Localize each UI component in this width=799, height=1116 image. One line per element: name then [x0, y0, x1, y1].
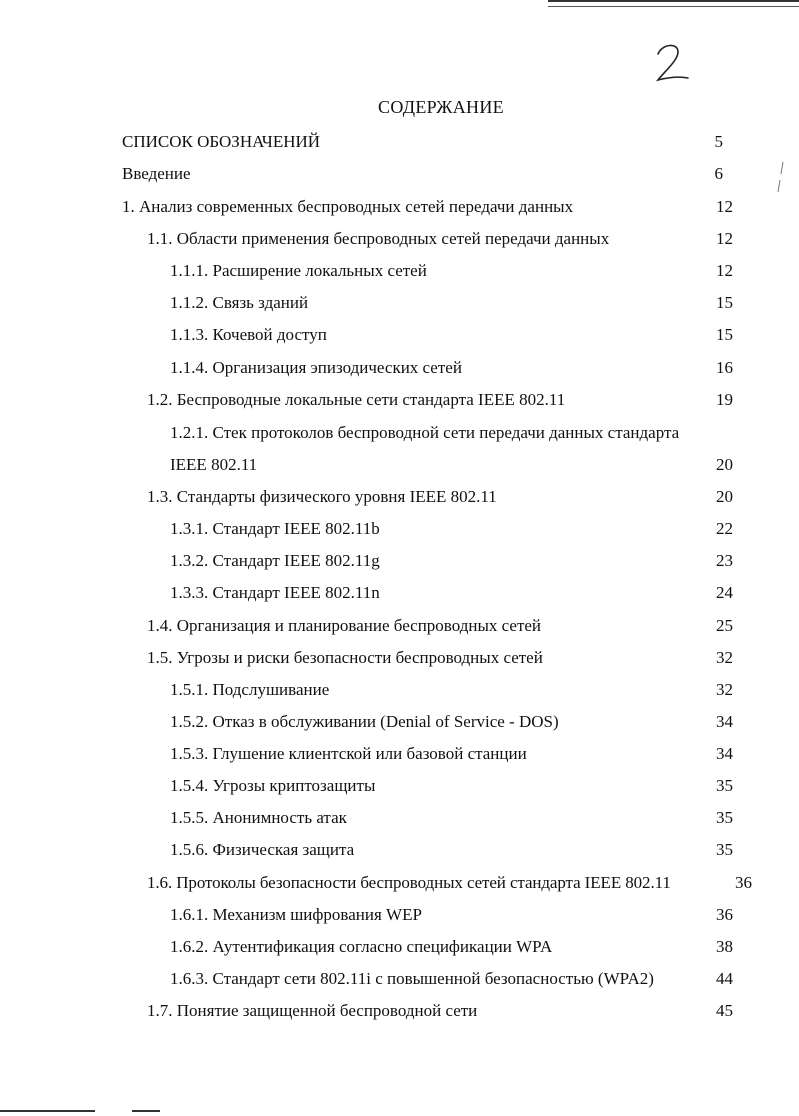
toc-page: 35	[716, 840, 733, 859]
toc-label: Введение	[122, 164, 191, 183]
toc-page: 25	[716, 616, 733, 635]
toc-page: 15	[716, 325, 733, 344]
toc-page: 38	[716, 937, 733, 956]
toc-page: 34	[716, 744, 733, 763]
toc-label: 1.5.6. Физическая защита	[170, 840, 355, 859]
toc-label: 1.1.2. Связь зданий	[170, 293, 309, 312]
toc-label: 1.5. Угрозы и риски безопасности беспроводных сетей	[147, 648, 543, 667]
toc-label: 1.1.4. Организация эпизодических сетей	[170, 358, 462, 377]
toc-page: 12	[716, 197, 733, 216]
toc-label: 1.7. Понятие защищенной беспроводной сети	[147, 1001, 478, 1020]
toc-label: 1.6.3. Стандарт сети 802.11i с повышенной безопасностью (WPA2)	[170, 969, 654, 988]
toc-page: 32	[716, 648, 733, 667]
toc-label: 1.1. Области применения беспроводных сетей передачи данных	[147, 229, 610, 248]
toc-label: 1.5.5. Анонимность атак	[170, 808, 347, 827]
toc-page: 32	[716, 680, 733, 699]
toc-label: 1.4. Организация и планирование беспроводных сетей	[147, 616, 542, 635]
toc-page: 36	[735, 873, 752, 892]
toc-page: 24	[716, 583, 733, 602]
toc-page: 23	[716, 551, 733, 570]
toc-label: 1.5.1. Подслушивание	[170, 680, 330, 699]
toc-page: 12	[716, 229, 733, 248]
toc-page: 6	[714, 164, 723, 183]
toc-page: 20	[716, 455, 733, 474]
toc-label: IEEE 802.11	[170, 455, 258, 474]
toc-label: 1.2. Беспроводные локальные сети стандарта IEEE 802.11	[147, 390, 566, 409]
toc-label: 1. Анализ современных беспроводных сетей передачи данных	[122, 197, 574, 216]
toc-label: 1.1.1. Расширение локальных сетей	[170, 261, 427, 280]
toc-label: 1.6. Протоколы безопасности беспроводных сетей стандарта IEEE 802.11	[147, 873, 671, 892]
toc-page: 12	[716, 261, 733, 280]
toc-page: 45	[716, 1001, 733, 1020]
toc-label: 1.5.4. Угрозы криптозащиты	[170, 776, 376, 795]
toc-page: 19	[716, 390, 733, 409]
toc-page: 35	[716, 776, 733, 795]
toc-page: 36	[716, 905, 733, 924]
toc-label: 1.3.2. Стандарт IEEE 802.11g	[170, 551, 380, 570]
toc-page: 5	[714, 132, 723, 151]
scan-edge-mark	[0, 1110, 95, 1112]
margin-pencil-mark	[775, 160, 785, 194]
scan-edge-mark	[132, 1110, 160, 1112]
toc-label: 1.5.3. Глушение клиентской или базовой станции	[170, 744, 527, 763]
toc-label: 1.1.3. Кочевой доступ	[170, 325, 327, 344]
toc-label: СПИСОК ОБОЗНАЧЕНИЙ	[122, 132, 321, 151]
toc-page: 34	[716, 712, 733, 731]
toc-page: 15	[716, 293, 733, 312]
toc-page: 22	[716, 519, 733, 538]
toc-label: 1.6.1. Механизм шифрования WEP	[170, 905, 422, 924]
toc-label: 1.2.1. Стек протоколов беспроводной сети передачи данных стандарта	[170, 423, 680, 442]
toc-page: 35	[716, 808, 733, 827]
toc-label: 1.5.2. Отказ в обслуживании (Denial of Service - DOS)	[170, 712, 559, 731]
toc-page: 44	[716, 969, 733, 988]
page-title: СОДЕРЖАНИЕ	[378, 97, 504, 117]
scan-edge-mark	[548, 0, 799, 7]
toc-label: 1.6.2. Аутентификация согласно спецификации WPA	[170, 937, 553, 956]
toc-label: 1.3.3. Стандарт IEEE 802.11n	[170, 583, 380, 602]
toc-page: 16	[716, 358, 733, 377]
toc-page: 20	[716, 487, 733, 506]
toc-label: 1.3.1. Стандарт IEEE 802.11b	[170, 519, 380, 538]
handwritten-page-number	[652, 40, 692, 86]
toc-label: 1.3. Стандарты физического уровня IEEE 802.11	[147, 487, 497, 506]
